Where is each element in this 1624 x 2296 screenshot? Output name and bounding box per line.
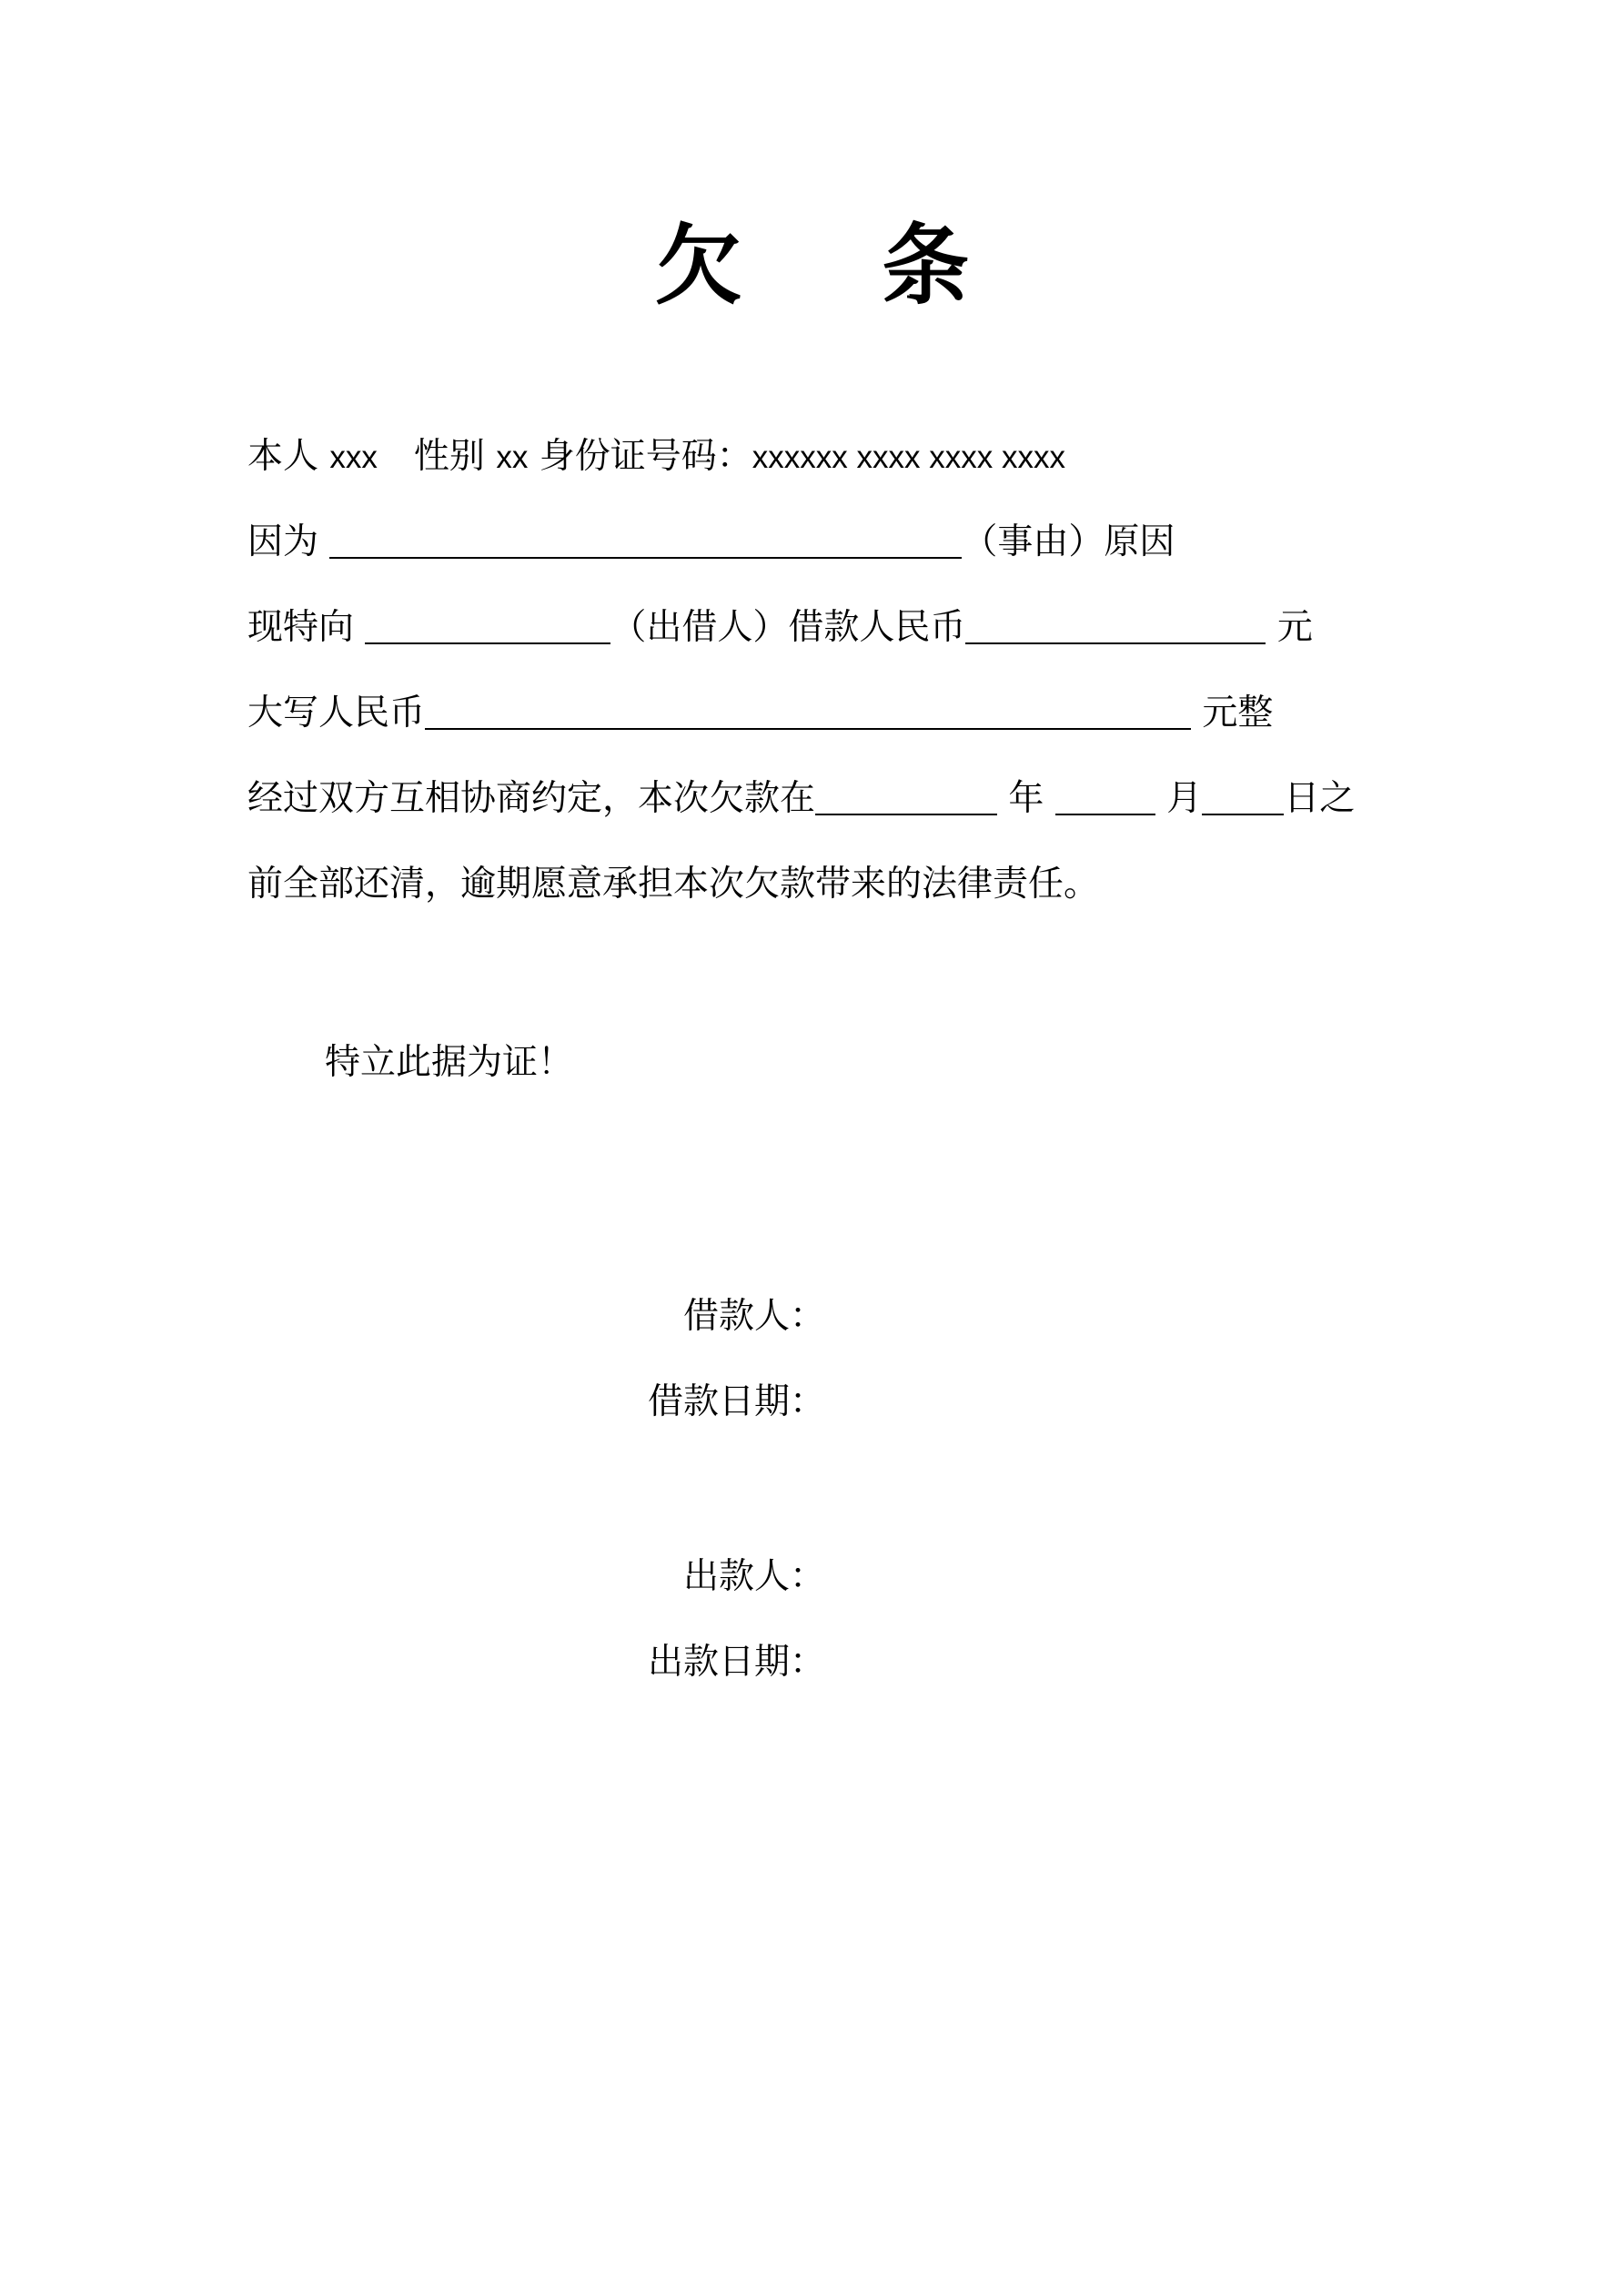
document-title: 欠 条 [654,214,1024,317]
lender-blank[interactable] [365,606,610,644]
day-label: 日之 [1284,778,1356,819]
reason-line [247,517,1175,568]
capital-prefix: 大写人民币 [247,693,426,733]
lend-date-label: 出款日期： [647,1642,825,1683]
amount-capital-line [247,688,1273,739]
borrow-date-label: 借款日期： [647,1381,825,1422]
capital-amount-blank[interactable] [425,692,1191,730]
gender-value: xx [496,440,529,475]
month-blank[interactable] [1055,777,1155,815]
repayment-prefix: 经过双方互相协商约定，本次欠款在 [247,778,816,819]
loan-prefix: 现特向 [247,607,355,648]
reason-suffix: （事由）原因 [962,521,1175,562]
capital-suffix: 元整 [1202,693,1274,733]
amount-blank[interactable] [965,606,1266,644]
year-blank[interactable] [815,777,997,815]
day-blank[interactable] [1202,777,1284,815]
gender-label: 性别 [413,436,485,477]
loan-middle: （出借人）借款人民币 [610,607,966,648]
loan-line [247,602,1313,653]
reason-prefix: 因为 [247,521,319,562]
closing-statement: 特立此据为证！ [325,1042,574,1083]
id-value: xxxxxx xxxx xxxx xxxx [751,440,1065,475]
borrower-signature-label: 借款人： [682,1296,825,1337]
loan-suffix: 元 [1276,607,1313,648]
repayment-date-line [247,774,1355,824]
month-label: 月 [1166,778,1203,819]
reason-blank[interactable] [329,521,962,559]
self-value: xxx [329,440,378,475]
id-label: 身份证号码： [539,436,752,477]
liability-line: 前全部还清，逾期愿意承担本次欠款带来的法律责任。 [247,864,1100,905]
self-label: 本人 [247,436,319,477]
personal-info-line [247,431,1065,483]
year-label: 年 [1008,778,1044,819]
lender-signature-label: 出款人： [682,1556,825,1597]
